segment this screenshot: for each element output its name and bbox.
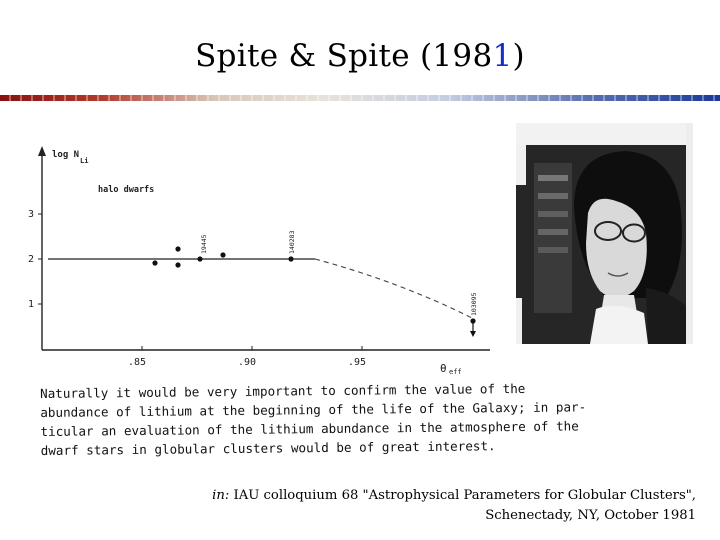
x-tick-label-095: .95	[348, 357, 367, 368]
quoted-passage	[40, 377, 691, 460]
quote-line: ticular an evaluation of the lithium abundance in the atmosphere of the	[40, 418, 579, 439]
citation-line-2: Schenectady, NY, October 1981	[485, 508, 696, 523]
data-point	[175, 246, 180, 251]
portrait-photo	[516, 123, 693, 344]
citation-text: IAU colloquium 68 "Astrophysical Parameters for Globular Clusters",	[229, 488, 696, 503]
limit-arrow-head	[470, 331, 476, 337]
data-point	[288, 256, 293, 261]
quote-line: Naturally it would be very important to confirm the value of the	[40, 380, 526, 401]
quote-line: dwarf stars in globular clusters would be of great interest.	[40, 438, 496, 458]
y-tick-label-2: 2	[28, 254, 35, 265]
plot-svg	[0, 112, 500, 374]
star-label-140283: 140283	[288, 230, 296, 254]
y-tick-label-1: 1	[28, 299, 35, 310]
title-accent-digit: 1	[492, 38, 513, 74]
portrait-image	[516, 123, 693, 344]
decline-dashed-line	[315, 259, 472, 318]
title-close: )	[512, 38, 525, 74]
y-tick-label-3: 3	[28, 209, 35, 220]
citation-line-1	[136, 486, 696, 506]
slide-title	[0, 38, 720, 74]
data-point	[220, 252, 225, 257]
header-divider-bar	[0, 95, 720, 101]
citation-prefix: in:	[212, 488, 230, 503]
x-axis-label-sub: eff	[449, 368, 462, 374]
citation	[136, 486, 696, 526]
data-point	[152, 260, 157, 265]
y-axis-arrow	[38, 146, 46, 156]
quote-line: abundance of lithium at the beginning of the life of the Galaxy; in par-	[40, 399, 587, 420]
y-axis-label-sub: Li	[80, 157, 89, 165]
x-tick-label-085: .85	[128, 357, 147, 368]
data-point	[197, 256, 202, 261]
x-axis-label: θ	[440, 362, 447, 374]
data-point	[175, 262, 180, 267]
halo-dwarfs-annotation: halo dwarfs	[98, 185, 155, 195]
star-label-19445: 19445	[200, 234, 208, 254]
star-label-103095: 103095	[470, 292, 478, 316]
x-tick-label-090: .90	[238, 357, 257, 368]
y-axis-label: log N	[52, 150, 80, 160]
scanned-lithium-plot	[0, 112, 500, 374]
title-text: Spite & Spite (198	[195, 38, 493, 74]
